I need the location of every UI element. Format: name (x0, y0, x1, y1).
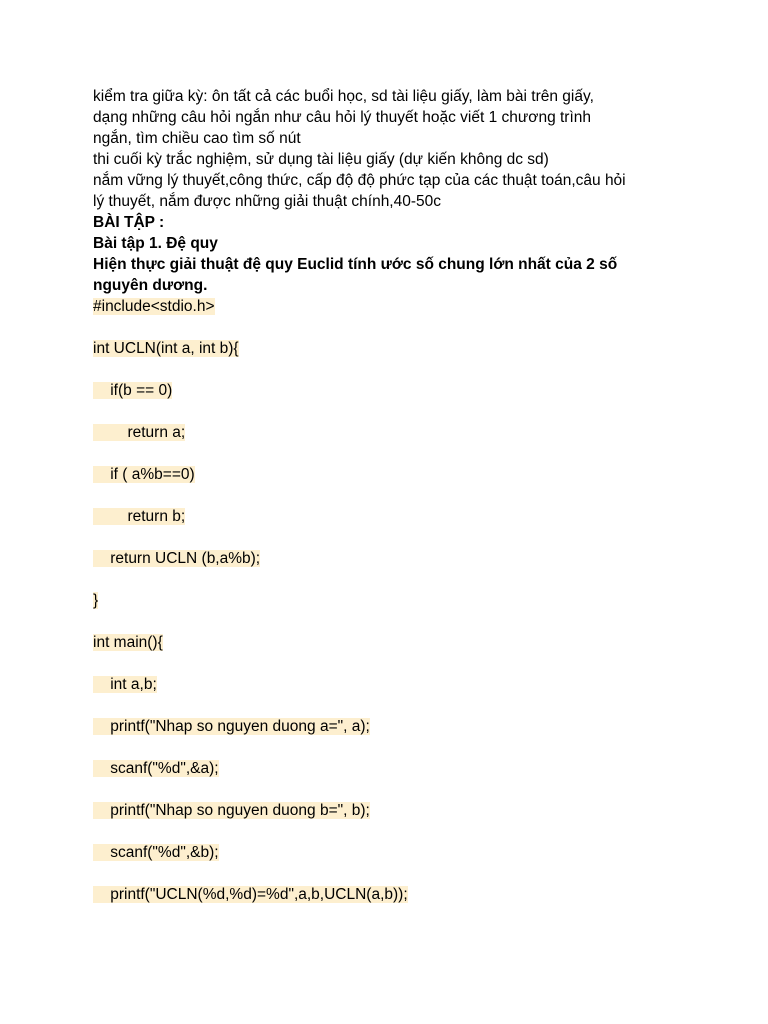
code-line: int main(){ (93, 634, 163, 651)
note-line: thi cuối kỳ trắc nghiệm, sử dụng tài liệu giấy (dự kiến không dc sd) (93, 151, 549, 168)
code-line: int UCLN(int a, int b){ (93, 340, 239, 357)
code-line: return a; (93, 424, 186, 441)
code-block (93, 296, 693, 905)
note-line: dạng những câu hỏi ngắn như câu hỏi lý thuyết hoặc viết 1 chương trình (93, 109, 592, 126)
code-line: printf("Nhap so nguyen duong b=", b); (93, 802, 370, 819)
code-line: scanf("%d",&a); (93, 760, 219, 777)
code-line: #include<stdio.h> (93, 298, 215, 315)
code-line: printf("Nhap so nguyen duong a=", a); (93, 718, 370, 735)
code-line: int a,b; (93, 676, 157, 693)
document-page (93, 86, 693, 905)
note-line: lý thuyết, nắm được những giải thuật chính,40-50c (93, 193, 442, 210)
note-line: ngắn, tìm chiều cao tìm số nút (93, 130, 301, 147)
code-line: if(b == 0) (93, 382, 173, 399)
code-line: } (93, 592, 99, 609)
code-line: printf("UCLN(%d,%d)=%d",a,b,UCLN(a,b)); (93, 886, 408, 903)
code-line: return b; (93, 508, 186, 525)
exercise-description: nguyên dương. (93, 277, 208, 294)
exercise-description: Hiện thực giải thuật đệ quy Euclid tính ước số chung lớn nhất của 2 số (93, 256, 618, 273)
code-line: if ( a%b==0) (93, 466, 195, 483)
code-line: return UCLN (b,a%b); (93, 550, 261, 567)
note-line: nắm vững lý thuyết,công thức, cấp độ độ phức tạp của các thuật toán,câu hỏi (93, 172, 626, 189)
exercise-title: Bài tập 1. Đệ quy (93, 235, 218, 252)
code-line: scanf("%d",&b); (93, 844, 219, 861)
note-line: kiểm tra giữa kỳ: ôn tất cả các buổi học, sd tài liệu giấy, làm bài trên giấy, (93, 88, 594, 105)
section-title: BÀI TẬP : (93, 214, 165, 231)
